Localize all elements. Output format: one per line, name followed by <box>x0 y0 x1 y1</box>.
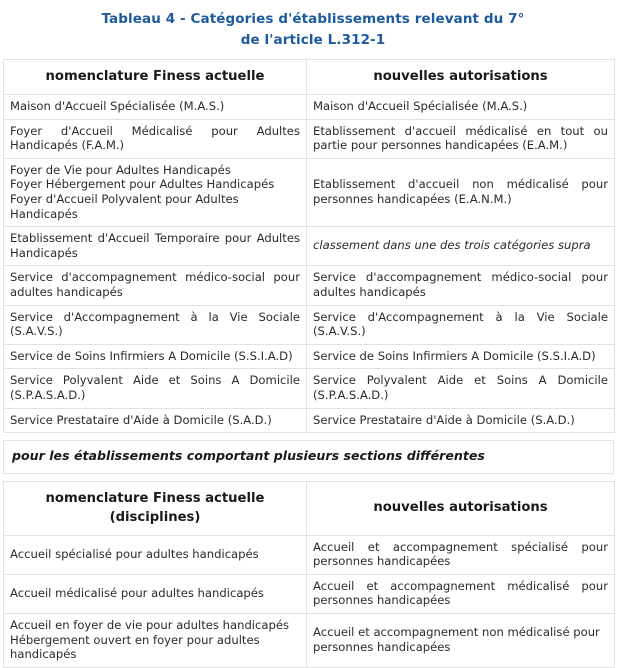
table-row <box>4 305 615 344</box>
cell-autorisation: Service Polyvalent Aide et Soins A Domicile (S.P.A.S.A.D.) <box>307 369 615 408</box>
subheading-text: pour les établissements comportant plusieurs sections différentes <box>4 441 614 474</box>
table-gap-divider-2 <box>0 474 626 481</box>
page-title-line-1: Tableau 4 - Catégories d'établissements relevant du 7° <box>101 11 525 27</box>
cell-nomenclature: Accueil médicalisé pour adultes handicapés <box>4 574 307 613</box>
cell-autorisation: Service Prestataire d'Aide à Domicile (S.A.D.) <box>307 408 615 433</box>
cell-autorisation: Accueil et accompagnement spécialisé pour personnes handicapées <box>307 535 615 574</box>
table-row <box>4 369 615 408</box>
cell-autorisation: Etablissement d'accueil médicalisé en tout ou partie pour personnes handicapées (E.A.M.) <box>307 119 615 158</box>
cell-autorisation: Service d'Accompagnement à la Vie Sociale (S.A.V.S.) <box>307 305 615 344</box>
table-top-header-row <box>4 60 615 95</box>
table-gap-divider <box>0 433 626 440</box>
subheading-row <box>4 441 614 474</box>
header-text-line: nomenclature Finess actuelle <box>45 490 265 506</box>
table-row <box>4 408 615 433</box>
page-title <box>0 0 626 59</box>
table-row <box>4 614 615 668</box>
cell-autorisation: Etablissement d'accueil non médicalisé pour personnes handicapées (E.A.N.M.) <box>307 158 615 226</box>
table-top-header-autorisations: nouvelles autorisations <box>307 60 615 95</box>
cell-autorisation: Maison d'Accueil Spécialisée (M.A.S.) <box>307 95 615 120</box>
table-row <box>4 574 615 613</box>
cell-nomenclature: Foyer d'Accueil Médicalisé pour Adultes Handicapés (F.A.M.) <box>4 119 307 158</box>
table-row <box>4 266 615 305</box>
cell-autorisation: Accueil et accompagnement médicalisé pour personnes handicapées <box>307 574 615 613</box>
cell-text-line: Hébergement ouvert en foyer pour adultes handicapés <box>10 632 260 662</box>
cell-autorisation: Service d'accompagnement médico-social pour adultes handicapés <box>307 266 615 305</box>
table-row <box>4 227 615 266</box>
table-row <box>4 535 615 574</box>
cell-nomenclature <box>4 158 307 226</box>
cell-text-line: Foyer d'Accueil Polyvalent pour Adultes Handicapés <box>10 191 239 221</box>
table-row <box>4 95 615 120</box>
cell-autorisation: Accueil et accompagnement non médicalisé pour personnes handicapées <box>307 614 615 668</box>
cell-nomenclature: Accueil spécialisé pour adultes handicapés <box>4 535 307 574</box>
cell-text-line: Accueil en foyer de vie pour adultes handicapés <box>10 618 290 633</box>
cell-autorisation: Service de Soins Infirmiers A Domicile (S.S.I.A.D) <box>307 344 615 369</box>
cell-nomenclature: Service Polyvalent Aide et Soins A Domicile (S.P.A.S.A.D.) <box>4 369 307 408</box>
cell-nomenclature: Service de Soins Infirmiers A Domicile (S.S.I.A.D) <box>4 344 307 369</box>
page-title-line-2: de l'article L.312-1 <box>240 32 386 48</box>
table-bottom-header-autorisations: nouvelles autorisations <box>307 481 615 535</box>
table-top-header-nomenclature: nomenclature Finess actuelle <box>4 60 307 95</box>
table-row <box>4 344 615 369</box>
cell-nomenclature: Etablissement d'Accueil Temporaire pour Adultes Handicapés <box>4 227 307 266</box>
cell-autorisation: classement dans une des trois catégories supra <box>307 227 615 266</box>
table-row <box>4 158 615 226</box>
cell-nomenclature: Service d'accompagnement médico-social pour adultes handicapés <box>4 266 307 305</box>
table-bottom-header-row <box>4 481 615 535</box>
cell-nomenclature <box>4 614 307 668</box>
cell-nomenclature: Service Prestataire d'Aide à Domicile (S.A.D.) <box>4 408 307 433</box>
subheading-band <box>3 440 614 474</box>
cell-text-line: Foyer de Vie pour Adultes Handicapés <box>10 162 231 177</box>
table-row <box>4 119 615 158</box>
table-top <box>3 59 615 433</box>
cell-nomenclature: Maison d'Accueil Spécialisée (M.A.S.) <box>4 95 307 120</box>
header-text-line: (disciplines) <box>109 509 201 525</box>
table-bottom <box>3 481 615 668</box>
cell-nomenclature: Service d'Accompagnement à la Vie Sociale (S.A.V.S.) <box>4 305 307 344</box>
cell-text-line: Foyer Hébergement pour Adultes Handicapés <box>10 177 275 192</box>
table-bottom-header-nomenclature <box>4 481 307 535</box>
